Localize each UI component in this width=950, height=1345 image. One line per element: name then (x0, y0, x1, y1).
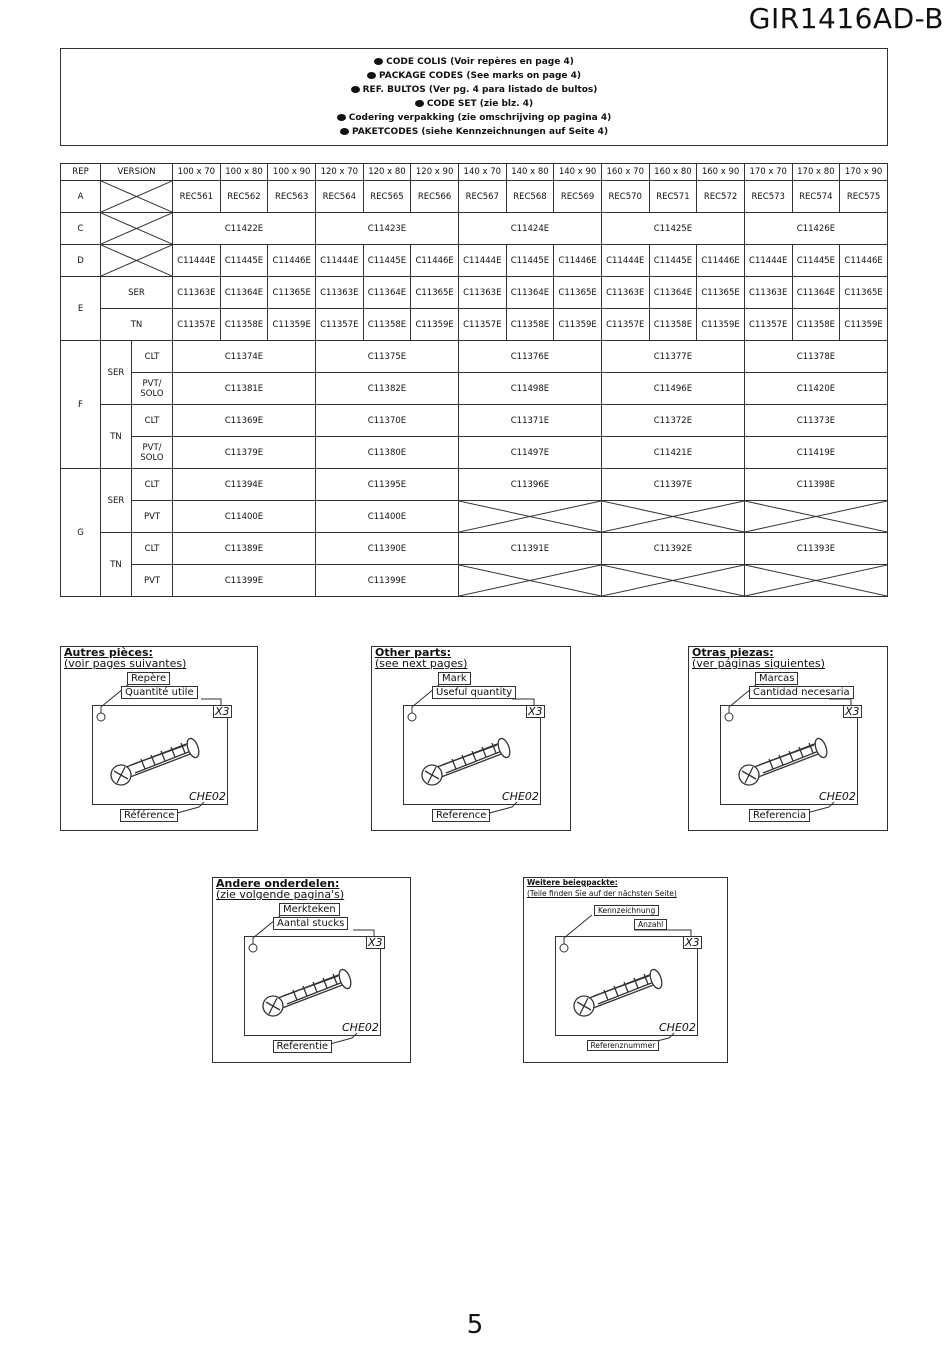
table-cell: C11420E (744, 373, 887, 405)
table-cell: REC561 (173, 181, 221, 213)
header-size: 140 x 70 (458, 164, 506, 181)
table-cell: REC574 (792, 181, 840, 213)
table-cell: C11364E (649, 277, 697, 309)
table-cell: SER (101, 341, 132, 405)
table-cell: C11392E (601, 533, 744, 565)
table-cell: C11363E (601, 277, 649, 309)
table-cell: C11444E (458, 245, 506, 277)
table-cell: C11423E (315, 213, 458, 245)
table-cell: C11377E (601, 341, 744, 373)
legend-subtitle: (Teile finden Sie auf der nächsten Seite) (527, 889, 677, 898)
parts-legend-panel (60, 646, 258, 831)
table-cell: TN (101, 533, 132, 597)
legend-title: Otras piezas: (692, 646, 774, 659)
table-cell: SER (101, 277, 173, 309)
table-cell: C11400E (315, 501, 458, 533)
table-cell: PVT (132, 565, 173, 597)
table-cell: C11379E (173, 437, 316, 469)
table-cell: C11370E (315, 405, 458, 437)
table-cell: REC575 (840, 181, 888, 213)
legend-subtitle: (ver páginas siguientes) (692, 657, 825, 670)
table-cell: C11378E (744, 341, 887, 373)
table-cell: C11425E (601, 213, 744, 245)
package-codes-box (60, 48, 888, 146)
empty-cross-cell (101, 181, 173, 213)
dowel-plug-icon (564, 962, 674, 1026)
table-cell: REC566 (411, 181, 459, 213)
uk-flag-icon (367, 72, 376, 79)
dowel-plug-icon (253, 962, 363, 1026)
table-cell: REC571 (649, 181, 697, 213)
mark-label: Marcas (755, 672, 798, 685)
part-code: CHE02 (659, 1021, 696, 1034)
table-cell: C11357E (744, 309, 792, 341)
table-cell: REC567 (458, 181, 506, 213)
header-size: 160 x 70 (601, 164, 649, 181)
header-rep: REP (61, 164, 101, 181)
header-size: 160 x 90 (697, 164, 745, 181)
quantity-label: Useful quantity (432, 686, 516, 699)
table-cell: G (61, 469, 101, 597)
table-cell: D (61, 245, 101, 277)
table-cell: CLT (132, 405, 173, 437)
table-cell: REC569 (554, 181, 602, 213)
table-cell: C11421E (601, 437, 744, 469)
table-cell: CLT (132, 341, 173, 373)
table-cell: C11358E (792, 309, 840, 341)
table-cell: C11391E (458, 533, 601, 565)
table-cell: C11444E (315, 245, 363, 277)
table-cell: C11445E (792, 245, 840, 277)
table-cell: C11444E (173, 245, 221, 277)
table-cell: C11398E (744, 469, 887, 501)
table-cell: REC573 (744, 181, 792, 213)
table-cell: PVT (132, 501, 173, 533)
code-line: Codering verpakking (zie omschrijving op pagina 4) (61, 111, 887, 125)
table-cell: C11496E (601, 373, 744, 405)
parts-legend-panel (371, 646, 571, 831)
table-cell: C11399E (315, 565, 458, 597)
table-cell: SER (101, 469, 132, 533)
table-cell: C11357E (458, 309, 506, 341)
part-code: CHE02 (502, 790, 539, 803)
header-size: 120 x 80 (363, 164, 411, 181)
table-cell: C11393E (744, 533, 887, 565)
reference-label: Reference (432, 809, 490, 822)
quantity-x3: X3 (368, 936, 383, 949)
table-cell: PVT/ SOLO (132, 373, 173, 405)
table-cell: C11394E (173, 469, 316, 501)
code-line: REF. BULTOS (Ver pg. 4 para listado de bultos) (61, 83, 887, 97)
page-number: 5 (466, 1310, 484, 1340)
header-version: VERSION (101, 164, 173, 181)
mark-label: Mark (438, 672, 471, 685)
table-cell: C11359E (697, 309, 745, 341)
code-line: PAKETCODES (siehe Kennzeichnungen auf Seite 4) (61, 125, 887, 139)
parts-legend-panel (212, 877, 411, 1063)
quantity-label: Anzahl (634, 919, 667, 930)
code-line: CODE SET (zie blz. 4) (61, 97, 887, 111)
table-cell: A (61, 181, 101, 213)
table-cell: C (61, 213, 101, 245)
table-cell: C11365E (554, 277, 602, 309)
table-cell: C11444E (601, 245, 649, 277)
table-cell: C11358E (649, 309, 697, 341)
table-cell: C11376E (458, 341, 601, 373)
table-cell: TN (101, 309, 173, 341)
table-cell: C11396E (458, 469, 601, 501)
empty-cross-cell (744, 501, 887, 533)
table-cell: C11358E (506, 309, 554, 341)
dowel-plug-icon (412, 731, 522, 795)
table-cell: C11365E (268, 277, 316, 309)
table-cell: TN (101, 405, 132, 469)
table-cell: C11446E (697, 245, 745, 277)
reference-label: Referencia (749, 809, 810, 822)
table-cell: REC564 (315, 181, 363, 213)
table-cell: C11445E (363, 245, 411, 277)
legend-subtitle: (see next pages) (375, 657, 468, 670)
table-cell: C11365E (840, 277, 888, 309)
header-size: 100 x 80 (220, 164, 268, 181)
table-cell: REC563 (268, 181, 316, 213)
table-cell: C11363E (744, 277, 792, 309)
table-cell: C11357E (315, 309, 363, 341)
table-cell: C11390E (315, 533, 458, 565)
legend-title: Weitere beiegpackte: (527, 878, 618, 887)
part-code: CHE02 (189, 790, 226, 803)
table-cell: C11498E (458, 373, 601, 405)
table-cell: C11381E (173, 373, 316, 405)
table-cell: C11364E (792, 277, 840, 309)
quantity-x3: X3 (528, 705, 543, 718)
table-cell: C11365E (697, 277, 745, 309)
parts-legend-panel (523, 877, 728, 1063)
table-cell: C11374E (173, 341, 316, 373)
table-cell: C11358E (220, 309, 268, 341)
document-id: GIR1416AD-B (748, 2, 944, 35)
empty-cross-cell (101, 213, 173, 245)
header-size: 120 x 90 (411, 164, 459, 181)
header-size: 170 x 70 (744, 164, 792, 181)
part-code: CHE02 (342, 1021, 379, 1034)
package-code-table (60, 163, 888, 597)
quantity-x3: X3 (215, 705, 230, 718)
reference-label: Référence (120, 809, 178, 822)
table-cell: C11364E (506, 277, 554, 309)
nl-flag-icon (415, 100, 424, 107)
empty-cross-cell (601, 501, 744, 533)
empty-cross-cell (458, 565, 601, 597)
table-cell: CLT (132, 533, 173, 565)
legend-title: Autres pièces: (64, 646, 153, 659)
table-cell: CLT (132, 469, 173, 501)
table-cell: C11363E (315, 277, 363, 309)
table-cell: C11446E (840, 245, 888, 277)
mark-label: Merkteken (279, 903, 340, 916)
table-cell: C11372E (601, 405, 744, 437)
table-cell: C11371E (458, 405, 601, 437)
table-cell: C11375E (315, 341, 458, 373)
empty-cross-cell (601, 565, 744, 597)
table-cell: C11445E (220, 245, 268, 277)
reference-label: Referenznummer (587, 1040, 660, 1051)
table-cell: REC568 (506, 181, 554, 213)
table-cell: C11422E (173, 213, 316, 245)
dowel-plug-icon (729, 731, 839, 795)
header-size: 120 x 70 (315, 164, 363, 181)
table-cell: C11444E (744, 245, 792, 277)
parts-legend-panel (688, 646, 888, 831)
table-cell: REC572 (697, 181, 745, 213)
table-cell: F (61, 341, 101, 469)
table-cell: REC565 (363, 181, 411, 213)
table-cell: C11369E (173, 405, 316, 437)
quantity-x3: X3 (685, 936, 700, 949)
table-cell: C11364E (220, 277, 268, 309)
header-size: 170 x 90 (840, 164, 888, 181)
empty-cross-cell (458, 501, 601, 533)
legend-subtitle: (zie volgende pagina's) (216, 888, 345, 901)
header-size: 100 x 70 (173, 164, 221, 181)
de-flag-icon (340, 128, 349, 135)
table-cell: C11445E (506, 245, 554, 277)
table-cell: C11445E (649, 245, 697, 277)
table-cell: C11395E (315, 469, 458, 501)
legend-title: Other parts: (375, 646, 452, 659)
table-cell: C11359E (554, 309, 602, 341)
table-cell: C11389E (173, 533, 316, 565)
quantity-x3: X3 (845, 705, 860, 718)
mark-label: Kennzeichnung (594, 905, 659, 916)
header-size: 170 x 80 (792, 164, 840, 181)
empty-cross-cell (101, 245, 173, 277)
table-cell: C11446E (268, 245, 316, 277)
code-line: PACKAGE CODES (See marks on page 4) (61, 69, 887, 83)
header-size: 160 x 80 (649, 164, 697, 181)
quantity-label: Aantal stucks (273, 917, 348, 930)
mark-label: Repère (127, 672, 170, 685)
nl-flag-icon (337, 114, 346, 121)
table-cell: C11424E (458, 213, 601, 245)
table-cell: C11397E (601, 469, 744, 501)
table-cell: C11357E (601, 309, 649, 341)
table-cell: C11419E (744, 437, 887, 469)
table-cell: C11382E (315, 373, 458, 405)
table-cell: C11364E (363, 277, 411, 309)
empty-cross-cell (744, 565, 887, 597)
table-cell: C11357E (173, 309, 221, 341)
table-cell: C11359E (840, 309, 888, 341)
header-size: 140 x 80 (506, 164, 554, 181)
legend-subtitle: (voir pages suivantes) (64, 657, 187, 670)
table-cell: C11359E (268, 309, 316, 341)
quantity-label: Cantidad necesaria (749, 686, 854, 699)
dowel-plug-icon (101, 731, 211, 795)
legend-title: Andere onderdelen: (216, 877, 340, 890)
header-size: 140 x 90 (554, 164, 602, 181)
table-cell: C11399E (173, 565, 316, 597)
part-code: CHE02 (819, 790, 856, 803)
table-cell: C11426E (744, 213, 887, 245)
table-cell: C11363E (458, 277, 506, 309)
es-flag-icon (351, 86, 360, 93)
table-cell: PVT/ SOLO (132, 437, 173, 469)
table-cell: C11380E (315, 437, 458, 469)
table-cell: C11446E (554, 245, 602, 277)
header-size: 100 x 90 (268, 164, 316, 181)
table-cell: C11373E (744, 405, 887, 437)
table-cell: E (61, 277, 101, 341)
table-cell: REC562 (220, 181, 268, 213)
table-cell: C11497E (458, 437, 601, 469)
table-cell: C11358E (363, 309, 411, 341)
table-cell: REC570 (601, 181, 649, 213)
fr-flag-icon (374, 58, 383, 65)
table-cell: C11359E (411, 309, 459, 341)
table-cell: C11363E (173, 277, 221, 309)
table-cell: C11365E (411, 277, 459, 309)
code-line: CODE COLIS (Voir repères en page 4) (61, 55, 887, 69)
quantity-label: Quantité utile (121, 686, 198, 699)
table-cell: C11400E (173, 501, 316, 533)
table-cell: C11446E (411, 245, 459, 277)
reference-label: Referentie (273, 1040, 333, 1053)
